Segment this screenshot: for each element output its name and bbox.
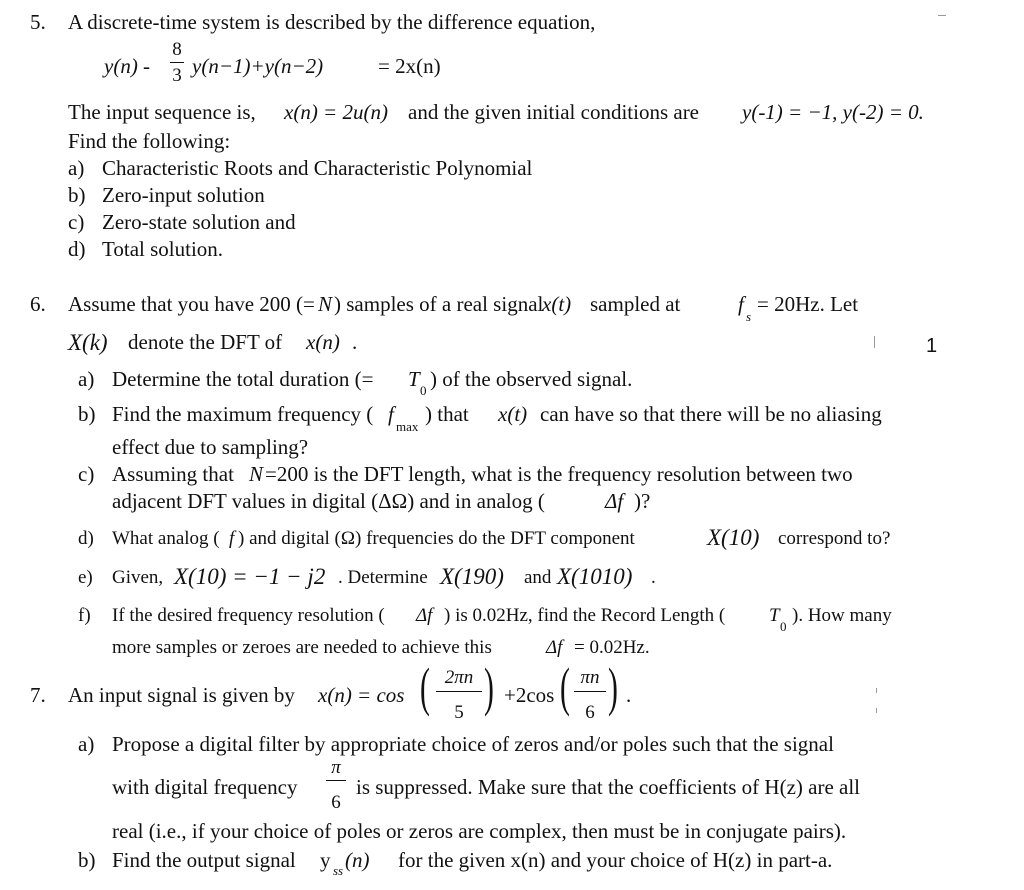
q6-line2-end: .: [352, 330, 358, 354]
q6-stem-N: N: [318, 292, 333, 316]
margin-mark: 1: [926, 335, 938, 357]
q5-eq-terms: y(n−1)+y(n−2): [192, 54, 324, 78]
q6e-text-2: . Determine: [338, 567, 428, 588]
q6e-label: e): [78, 567, 93, 588]
q7b-text-2: for the given x(n) and your choice of H(z) in part-a.: [398, 848, 833, 872]
q6e-text-3: and: [524, 567, 552, 588]
q6-line2: denote the DFT of: [128, 330, 283, 354]
q7a-line2-b: is suppressed. Make sure that the coefficients of H(z) are all: [356, 775, 861, 799]
paren-close: ): [608, 657, 618, 717]
q5-item-text: Total solution.: [102, 237, 224, 261]
q6a-T: T: [408, 367, 420, 391]
scan-artifact: [938, 15, 946, 16]
q5-eq-frac-num: 8: [172, 39, 182, 60]
q6c-N: N: [249, 462, 264, 486]
q6f-T-sub: 0: [780, 619, 787, 634]
q6e-text: Given,: [112, 567, 164, 588]
q7a-label: a): [78, 732, 95, 756]
q6d-text-2: ) and digital (Ω) frequencies do the DFT component: [238, 528, 635, 549]
q6b-text: Find the maximum frequency (: [112, 402, 374, 426]
q6b-label: b): [78, 402, 96, 426]
q5-input-eq: x(n) = 2u(n): [284, 100, 388, 124]
q6d-label: d): [78, 528, 94, 549]
q6-stem-2: ) samples of a real signal: [334, 292, 544, 316]
q5-item-label: a): [68, 156, 85, 180]
q5-eq-frac-bar: [170, 62, 184, 63]
q6-stem: Assume that you have 200 (=: [68, 292, 315, 316]
q6d-text: What analog (: [112, 528, 220, 549]
q6b-text-3: can have so that there will be no aliasing: [540, 402, 882, 426]
paren-close: ): [484, 657, 494, 717]
q6-number: 6.: [30, 292, 46, 316]
q6-Xk: X(k): [68, 330, 108, 355]
q6-stem-3: sampled at: [590, 292, 681, 316]
q7b-text: Find the output signal: [112, 848, 296, 872]
q5-item-text: Zero-input solution: [102, 183, 265, 207]
q5-stem: A discrete-time system is described by the difference equation,: [68, 10, 596, 34]
q6e-text-4: .: [651, 567, 656, 588]
q7a-line1: Propose a digital filter by appropriate choice of zeros and/or poles such that the signal: [112, 732, 834, 756]
q7-stem: An input signal is given by: [68, 683, 295, 707]
q6a-text: Determine the total duration (=: [112, 367, 374, 391]
q7a-frac-den: 6: [331, 792, 341, 813]
q6-fs: f: [738, 292, 744, 316]
q6b-text-2: ) that: [425, 402, 469, 426]
q6-stem-4: = 20Hz. Let: [757, 292, 859, 316]
q5-initial-conditions: y(-1) = −1, y(-2) = 0.: [742, 100, 924, 124]
q7a-frac-num: π: [331, 757, 341, 778]
q6f-df2: Δf: [546, 637, 563, 658]
q6f-text: If the desired frequency resolution (: [112, 605, 385, 626]
q5-input-text: The input sequence is,: [68, 100, 256, 124]
q6-signal-x: x(t): [542, 292, 572, 316]
q5-item-label: c): [68, 210, 85, 234]
q6f-line2: more samples or zeroes are needed to achieve this: [112, 637, 492, 658]
q6-xn: x(n): [306, 330, 340, 354]
q7b-y-arg: (n): [345, 848, 370, 872]
q7-x-cos: x(n) = cos: [318, 683, 405, 707]
q6c-text: Assuming that: [112, 462, 234, 486]
q5-number: 5.: [30, 10, 46, 34]
q6a-label: a): [78, 367, 95, 391]
q7-frac1-bar: [436, 691, 482, 692]
q7a-frac-bar: [326, 780, 346, 781]
scan-artifact: [876, 688, 877, 693]
q5-input-text-2: and the given initial conditions are: [408, 100, 700, 124]
q7b-y-sub: ss: [333, 863, 344, 878]
q5-item-text: Zero-state solution and: [102, 210, 296, 234]
scan-artifact: [874, 336, 875, 348]
q6f-line2-end: = 0.02Hz.: [574, 637, 650, 658]
q5-item-label: d): [68, 237, 86, 261]
q6-fs-sub: s: [746, 309, 752, 324]
q5-item-label: b): [68, 183, 86, 207]
q6b-f-sub: max: [396, 419, 419, 434]
q7-frac2-bar: [574, 691, 606, 692]
q5-item-text: Characteristic Roots and Characteristic Polynomial: [102, 156, 533, 180]
q6f-text-2: ) is 0.02Hz, find the Record Length (: [444, 605, 726, 626]
q6a-text-2: ) of the observed signal.: [430, 367, 633, 391]
q6b-x: x(t): [498, 402, 528, 426]
scan-artifact: [876, 708, 877, 713]
q7b-label: b): [78, 848, 96, 872]
q6c-line2: adjacent DFT values in digital (ΔΩ) and in analog (: [112, 489, 545, 513]
q7a-line2: with digital frequency: [112, 775, 298, 799]
q6c-label: c): [78, 462, 95, 486]
q5-find: Find the following:: [68, 129, 231, 153]
q6f-text-3: ). How many: [792, 605, 892, 626]
q6f-label: f): [78, 605, 91, 626]
q7b-y: y: [320, 848, 331, 872]
q6b-line2: effect due to sampling?: [112, 435, 309, 459]
paren-open: (: [560, 657, 570, 717]
q6f-T: T: [769, 605, 780, 626]
q7-end: .: [626, 683, 632, 707]
q7-frac1-num: 2πn: [444, 667, 474, 688]
q5-eq-rhs: = 2x(n): [378, 54, 441, 78]
q6e-X190: X(190): [440, 564, 504, 589]
q6d-f: f: [229, 528, 235, 549]
q6d-X10: X(10): [707, 525, 760, 550]
q6a-T-sub: 0: [420, 383, 427, 398]
q7-frac2-num: πn: [580, 667, 600, 688]
q7-frac1-den: 5: [454, 702, 464, 723]
q6e-X1010: X(1010): [557, 564, 633, 589]
paren-open: (: [420, 657, 430, 717]
q6e-X10-value: X(10) = −1 − j2: [174, 564, 326, 589]
q6f-df: Δf: [416, 605, 433, 626]
q6b-f: f: [388, 402, 394, 426]
q6c-line2-end: )?: [634, 489, 651, 513]
q6c-df: Δf: [605, 489, 624, 513]
q7-frac2-den: 6: [585, 702, 595, 723]
q6d-text-3: correspond to?: [778, 528, 891, 549]
q7a-line3: real (i.e., if your choice of poles or zeros are complex, then must be in conjugate pairs).: [112, 819, 847, 843]
q7-mid: +2cos: [504, 683, 555, 707]
q6c-text-2: =200 is the DFT length, what is the frequency resolution between two: [265, 462, 853, 486]
q5-eq-frac-den: 3: [172, 65, 182, 86]
q7-number: 7.: [30, 683, 46, 707]
q5-eq-lhs: y(n) -: [104, 54, 151, 78]
